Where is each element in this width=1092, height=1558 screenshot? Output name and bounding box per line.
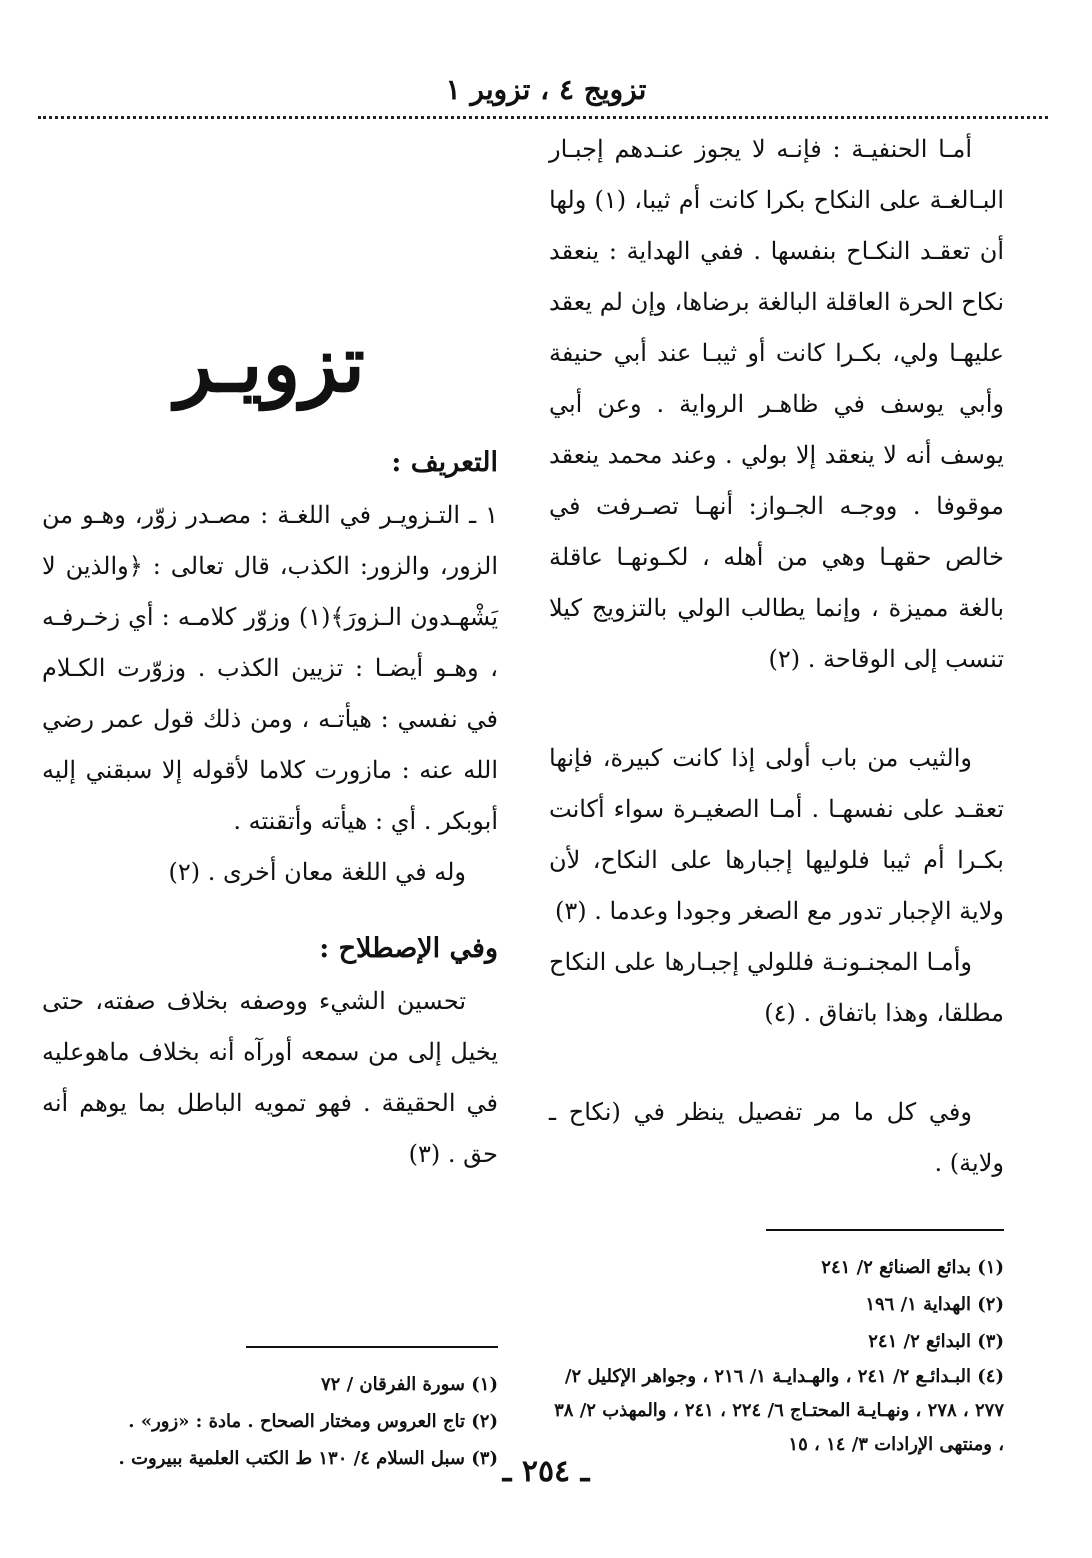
paragraph-thayyib: والثيب من باب أولى إذا كانت كبيرة، فإنها تعقـد على نفسهـا . أمـا الصغيـرة سواء أكانت بكـرا أم ثيبا فلوليها إجبارها على النكاح، لأن ولاية الإجبار تدور مع الصغر وجودا وعدما . (٣) — [549, 744, 1005, 925]
footnote-item: (٣) البدائع ٢/ ٢٤١ — [868, 1331, 1004, 1352]
term-heading: وفي الإصطلاح : — [319, 933, 498, 964]
running-header: تزويج ٤ ، تزوير ١ — [445, 73, 647, 106]
left-column — [42, 124, 498, 1477]
spacer — [549, 685, 1004, 733]
entry-title: تزويـر — [174, 319, 365, 410]
page-number: ـ ٢٥٤ ـ — [502, 1454, 590, 1489]
paragraph-linguistic-definition: ١ ـ التـزويـر في اللغـة : مصـدر زوّر، وهـو من الزور، والزور: الكذب، قال تعالى : ﴿والذين لا يَشْهـدون الـزورَ﴾(١) وزوّر كلامـه : أي زخـرفـه ، وهـو أيضـا : تزيين الكذب . وزوّرت الكـلام في نفسي : هيأتـه ، ومن ذلك قول عمر رضي الله عنه : مازورت كلاما لأقوله إلا سبقني إليه أبوبكر . أي : هيأته وأتقنته . — [42, 501, 499, 835]
right-column — [549, 124, 1004, 1462]
paragraph-majnuna: وأمـا المجنـونـة فللولي إجبـارها على النكاح مطلقا، وهذا باتفاق . (٤) — [549, 948, 1004, 1027]
header-dotted-rule — [38, 116, 1048, 119]
footnotes-right — [549, 1249, 1004, 1462]
footnote-item: (١) بدائع الصنائع ٢/ ٢٤١ — [821, 1257, 1004, 1278]
footnote-rule-right — [766, 1229, 1004, 1231]
footnote-item: (٢) تاج العروس ومختار الصحاح . مادة : «زور» . — [128, 1411, 498, 1432]
paragraph-technical-definition: تحسين الشيء ووصفه بخلاف صفته، حتى يخيل إلى من سمعه أورآه أنه بخلاف ماهوعليه في الحقيقة . فهو تمويه الباطل بما يوهم أنه حق . (٣) — [42, 987, 498, 1168]
definition-heading: التعريف : — [391, 447, 498, 478]
footnote-item: (٤) البـدائـع ٢/ ٢٤١ ، والهـدايـة ١/ ٢١٦ ، وجواهر الإكليل ٢/ ٢٧٧ ، ٢٧٨ ، ونهـايـة المحتـاج ٦/ ٢٢٤ ، ٢٤١ ، والمهذب ٢/ ٣٨ ، ومنتهى الإرادات ٣/ ١٤ ، ١٥ — [554, 1366, 1004, 1455]
footnote-item: (٢) الهداية ١/ ١٩٦ — [865, 1294, 1004, 1315]
paragraph-cross-reference: وفي كل ما مر تفصيل ينظر في (نكاح ـ ولاية) . — [549, 1098, 1004, 1177]
footnote-item: (٣) سبل السلام ٤/ ١٣٠ ط الكتب العلمية ببيروت . — [118, 1448, 498, 1469]
paragraph-hanafi: أمـا الحنفيـة : فإنـه لا يجوز عنـدهم إجبـار البـالغـة على النكاح بكرا كانت أم ثيبا، (١) ولها أن تعقـد النكـاح بنفسها . ففي الهداية : ينعقد نكاح الحرة العاقلة البالغة برضاها، وإن لم يعقد عليهـا ولي، بكـرا كانت أو ثيبـا عند أبي حنيفة وأبي يوسف في ظاهـر الرواية . وعن أبي يوسف أنه لا ينعقد إلا بولي . وعند محمد ينعقد موقوفا . ووجـه الجـواز: أنهـا تصـرفت في خالص حقهـا وهي من أهله ، لكـونهـا عاقلة بالغة مميزة ، وإنما يطالب الولي بالتزويج كيلا تنسب إلى الوقاحة . (٢) — [549, 135, 1005, 673]
footnote-item: (١) سورة الفرقان / ٧٢ — [320, 1374, 498, 1395]
paragraph-other-meanings: وله في اللغة معان أخرى . (٢) — [168, 858, 466, 886]
spacer — [549, 1039, 1004, 1087]
footnote-rule-left — [246, 1346, 498, 1348]
spacer — [42, 898, 498, 922]
